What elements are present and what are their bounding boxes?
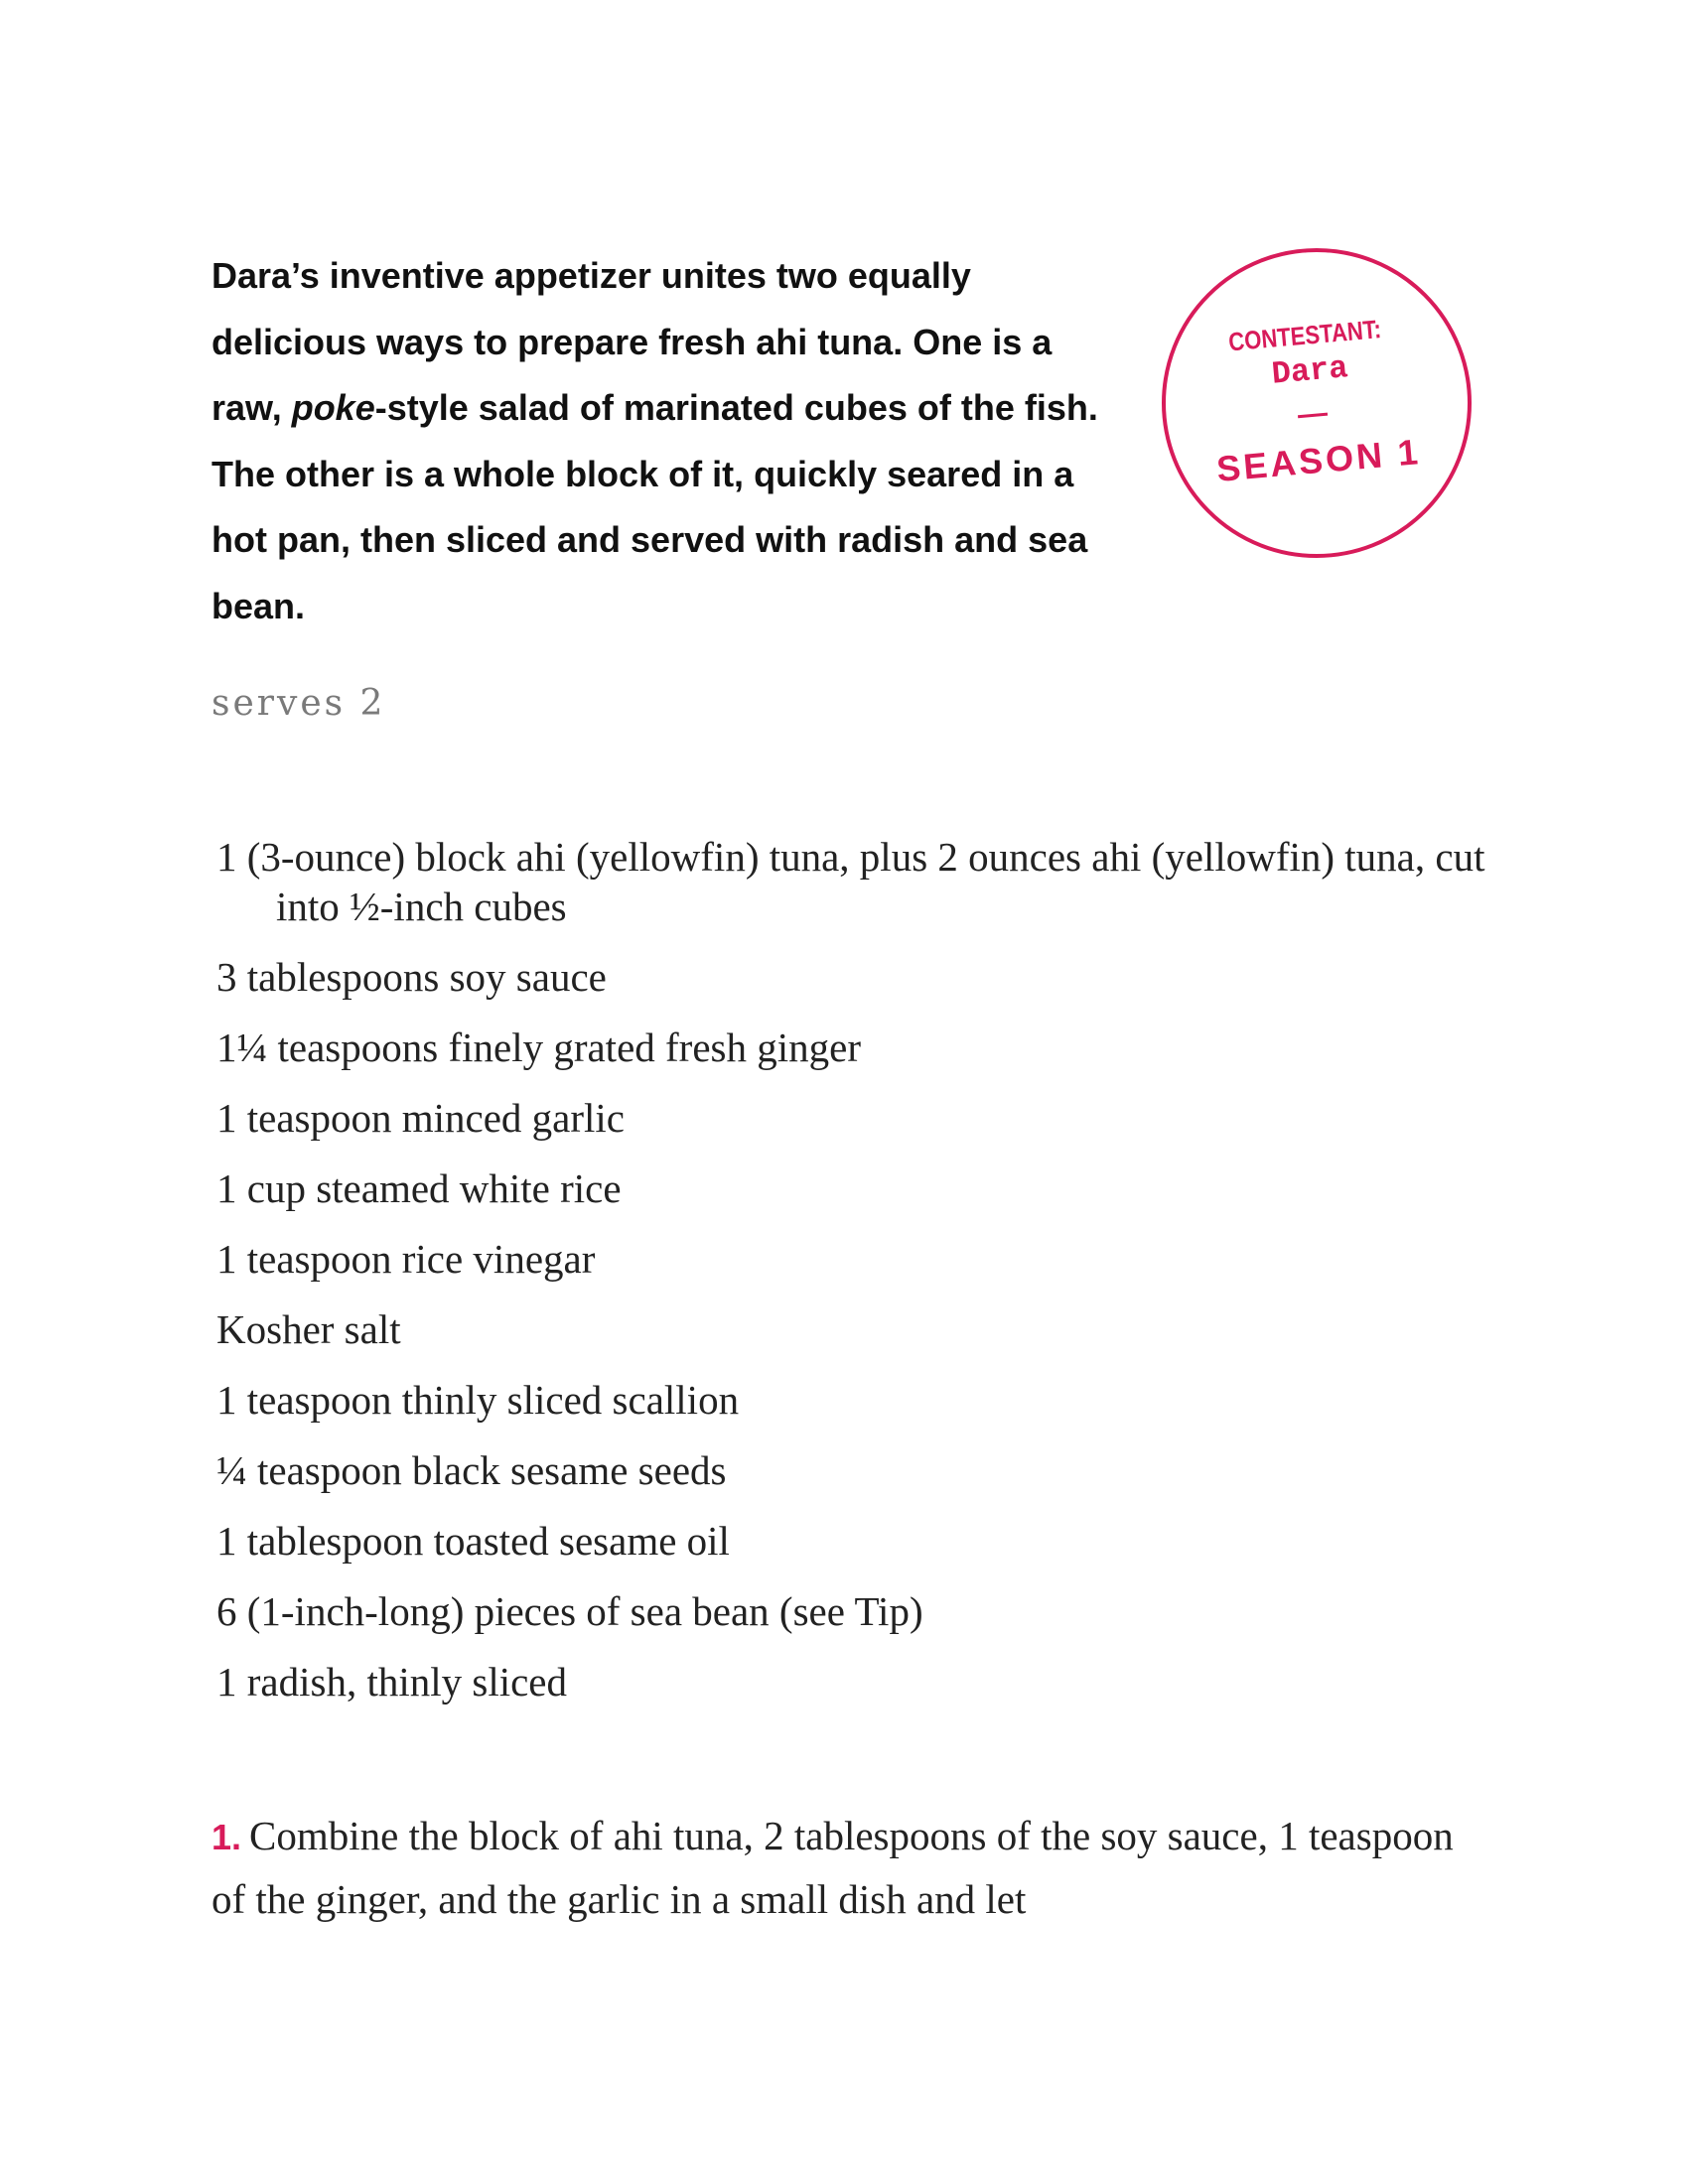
intro-text-part1: Dara’s inventive appetizer unites two equally delicious ways to prepare fresh ahi tuna. One is a raw,: [211, 255, 1053, 428]
ingredient-item: 1¼ teaspoons finely grated fresh ginger: [216, 1024, 861, 1070]
stamp-season: SEASON 1: [1214, 431, 1423, 489]
ingredient-item: 1 radish, thinly sliced: [216, 1659, 568, 1705]
ingredient-item: 3 tablespoons soy sauce: [216, 954, 607, 1000]
ingredient-item: 6 (1-inch-long) pieces of sea bean (see Tip): [216, 1588, 923, 1634]
ingredient-item: 1 cup steamed white rice: [216, 1165, 622, 1211]
ingredient-item: Kosher salt: [216, 1306, 401, 1352]
ingredient-list: [216, 832, 1507, 1727]
stamp-name: Dara: [1270, 349, 1350, 393]
stamp-graphic: [1160, 246, 1474, 560]
serves-line: serves 2: [211, 683, 386, 724]
ingredient-item: 1 teaspoon minced garlic: [216, 1095, 626, 1141]
contestant-stamp: [1160, 246, 1474, 560]
ingredient-item: 1 teaspoon rice vinegar: [216, 1236, 596, 1282]
ingredient-item: 1 (3-ounce) block ahi (yellowfin) tuna, plus 2 ounces ahi (yellowfin) tuna, cut into ½-inch cubes: [216, 834, 1485, 929]
ingredient-item: 1 teaspoon thinly sliced scallion: [216, 1377, 740, 1423]
ingredient-item: 1 tablespoon toasted sesame oil: [216, 1518, 730, 1564]
recipe-intro: [211, 243, 1125, 639]
intro-italic-word: poke: [291, 387, 375, 428]
step-number: 1.: [211, 1817, 242, 1857]
ingredient-item: ¼ teaspoon black sesame seeds: [216, 1447, 727, 1493]
stamp-circle: [1164, 250, 1470, 556]
intro-text-part2: -style salad of marinated cubes of the fish. The other is a whole block of it, quickly seared in a hot pan, then sliced and served with radish and sea bean.: [211, 387, 1098, 626]
method-step: [211, 1805, 1492, 1930]
step-text: Combine the block of ahi tuna, 2 tablespoons of the soy sauce, 1 teaspoon of the ginger, and the garlic in a small dish and let: [211, 1813, 1454, 1922]
stamp-label: CONTESTANT:: [1227, 315, 1383, 357]
stamp-divider: [1298, 414, 1328, 417]
